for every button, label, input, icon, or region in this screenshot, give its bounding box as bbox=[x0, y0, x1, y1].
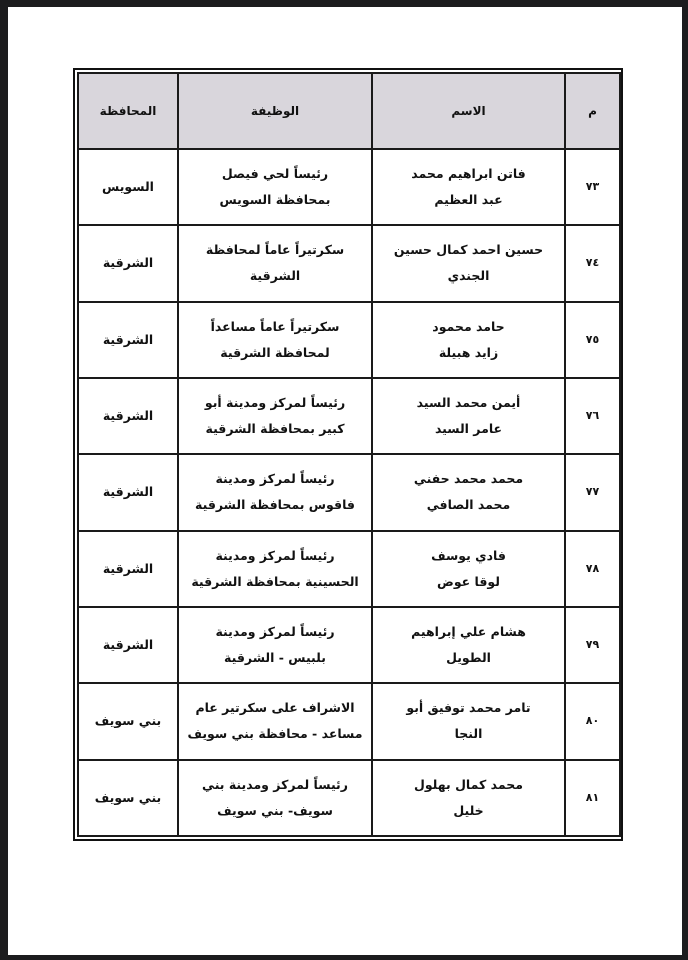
table-row bbox=[78, 683, 620, 759]
person-name bbox=[372, 378, 565, 454]
person-name bbox=[372, 225, 565, 301]
row-number: ٧٣ bbox=[565, 149, 620, 225]
person-name bbox=[372, 607, 565, 683]
person-name-line: فاتن ابراهيم محمد bbox=[411, 166, 526, 182]
person-name-line: الجندي bbox=[447, 268, 490, 284]
job-title bbox=[178, 531, 372, 607]
person-name-line: الطويل bbox=[446, 650, 491, 666]
job-title bbox=[178, 454, 372, 530]
person-name-line: خليل bbox=[453, 802, 484, 818]
province: السويس bbox=[78, 149, 178, 225]
job-title bbox=[178, 760, 372, 836]
person-name-line: عبد العظيم bbox=[434, 192, 503, 208]
province: بني سويف bbox=[78, 760, 178, 836]
table-row bbox=[78, 149, 620, 225]
province: الشرقية bbox=[78, 378, 178, 454]
job-title bbox=[178, 149, 372, 225]
person-name-line: محمد محمد حفني bbox=[413, 471, 524, 487]
province: الشرقية bbox=[78, 531, 178, 607]
person-name-line: حسين احمد كمال حسين bbox=[393, 242, 544, 258]
person-name bbox=[372, 302, 565, 378]
table-row bbox=[78, 454, 620, 530]
job-title-line: الاشراف على سكرتير عام bbox=[195, 700, 355, 716]
person-name-line: النجا bbox=[454, 726, 483, 742]
person-name-line: فادي يوسف bbox=[431, 547, 506, 563]
row-number: ٧٩ bbox=[565, 607, 620, 683]
person-name bbox=[372, 454, 565, 530]
table-row bbox=[78, 302, 620, 378]
table-row bbox=[78, 378, 620, 454]
person-name-line: عامر السيد bbox=[434, 421, 503, 437]
job-title-line: سكرتيراً عاماً لمحافظة bbox=[205, 242, 345, 258]
job-title-line: لمحافظة الشرقية bbox=[220, 344, 330, 360]
person-name-line: محمد كمال بهلول bbox=[414, 776, 523, 792]
table-row bbox=[78, 225, 620, 301]
job-title bbox=[178, 683, 372, 759]
person-name-line: زايد هبيلة bbox=[438, 344, 499, 360]
row-number: ٧٧ bbox=[565, 454, 620, 530]
row-number: ٧٥ bbox=[565, 302, 620, 378]
province: الشرقية bbox=[78, 454, 178, 530]
job-title-line: الشرقية bbox=[249, 268, 301, 284]
province: الشرقية bbox=[78, 607, 178, 683]
job-title-line: الحسينية بمحافظة الشرقية bbox=[191, 573, 359, 589]
table-row bbox=[78, 760, 620, 836]
province: الشرقية bbox=[78, 302, 178, 378]
job-title-line: مساعد - محافظة بني سويف bbox=[187, 726, 363, 742]
job-title-line: رئيساً لمركز ومدينة أبو bbox=[204, 395, 346, 411]
province: بني سويف bbox=[78, 683, 178, 759]
header-province: المحافظة bbox=[78, 73, 178, 149]
person-name bbox=[372, 149, 565, 225]
person-name-line: حامد محمود bbox=[432, 318, 505, 334]
person-name bbox=[372, 760, 565, 836]
row-number: ٧٦ bbox=[565, 378, 620, 454]
job-title-line: بمحافظة السويس bbox=[219, 192, 331, 208]
person-name bbox=[372, 683, 565, 759]
job-title bbox=[178, 302, 372, 378]
person-name-line: تامر محمد توفيق أبو bbox=[406, 700, 531, 716]
person-name-line: محمد الصافي bbox=[426, 497, 511, 513]
job-title-line: رئيساً لمركز ومدينة بني bbox=[202, 776, 348, 792]
header-job: الوظيفة bbox=[178, 73, 372, 149]
job-title bbox=[178, 378, 372, 454]
header-name: الاسم bbox=[372, 73, 565, 149]
job-title-line: كبير بمحافظة الشرقية bbox=[205, 421, 345, 437]
row-number: ٧٤ bbox=[565, 225, 620, 301]
table-frame bbox=[73, 68, 623, 841]
table-row bbox=[78, 607, 620, 683]
person-name-line: أيمن محمد السيد bbox=[416, 395, 521, 411]
person-name-line: هشام علي إبراهيم bbox=[411, 624, 526, 640]
job-title-line: فاقوس بمحافظة الشرقية bbox=[195, 497, 355, 513]
person-name-line: لوقا عوض bbox=[437, 573, 500, 589]
row-number: ٧٨ bbox=[565, 531, 620, 607]
row-number: ٨١ bbox=[565, 760, 620, 836]
job-title-line: رئيساً لمركز ومدينة bbox=[215, 547, 335, 563]
job-title-line: سويف- بني سويف bbox=[217, 802, 333, 818]
job-title-line: رئيساً لمركز ومدينة bbox=[215, 471, 335, 487]
job-title-line: رئيساً لمركز ومدينة bbox=[215, 624, 335, 640]
header-number: م bbox=[565, 73, 620, 149]
job-title bbox=[178, 225, 372, 301]
job-title-line: سكرتيراً عاماً مساعداً bbox=[210, 318, 340, 334]
appointments-table bbox=[77, 72, 621, 837]
row-number: ٨٠ bbox=[565, 683, 620, 759]
job-title bbox=[178, 607, 372, 683]
document-page bbox=[8, 7, 682, 955]
job-title-line: رئيساً لحي فيصل bbox=[221, 166, 329, 182]
person-name bbox=[372, 531, 565, 607]
table-row bbox=[78, 531, 620, 607]
province: الشرقية bbox=[78, 225, 178, 301]
job-title-line: بلبيس - الشرقية bbox=[224, 650, 326, 666]
table-header-row bbox=[78, 73, 620, 149]
